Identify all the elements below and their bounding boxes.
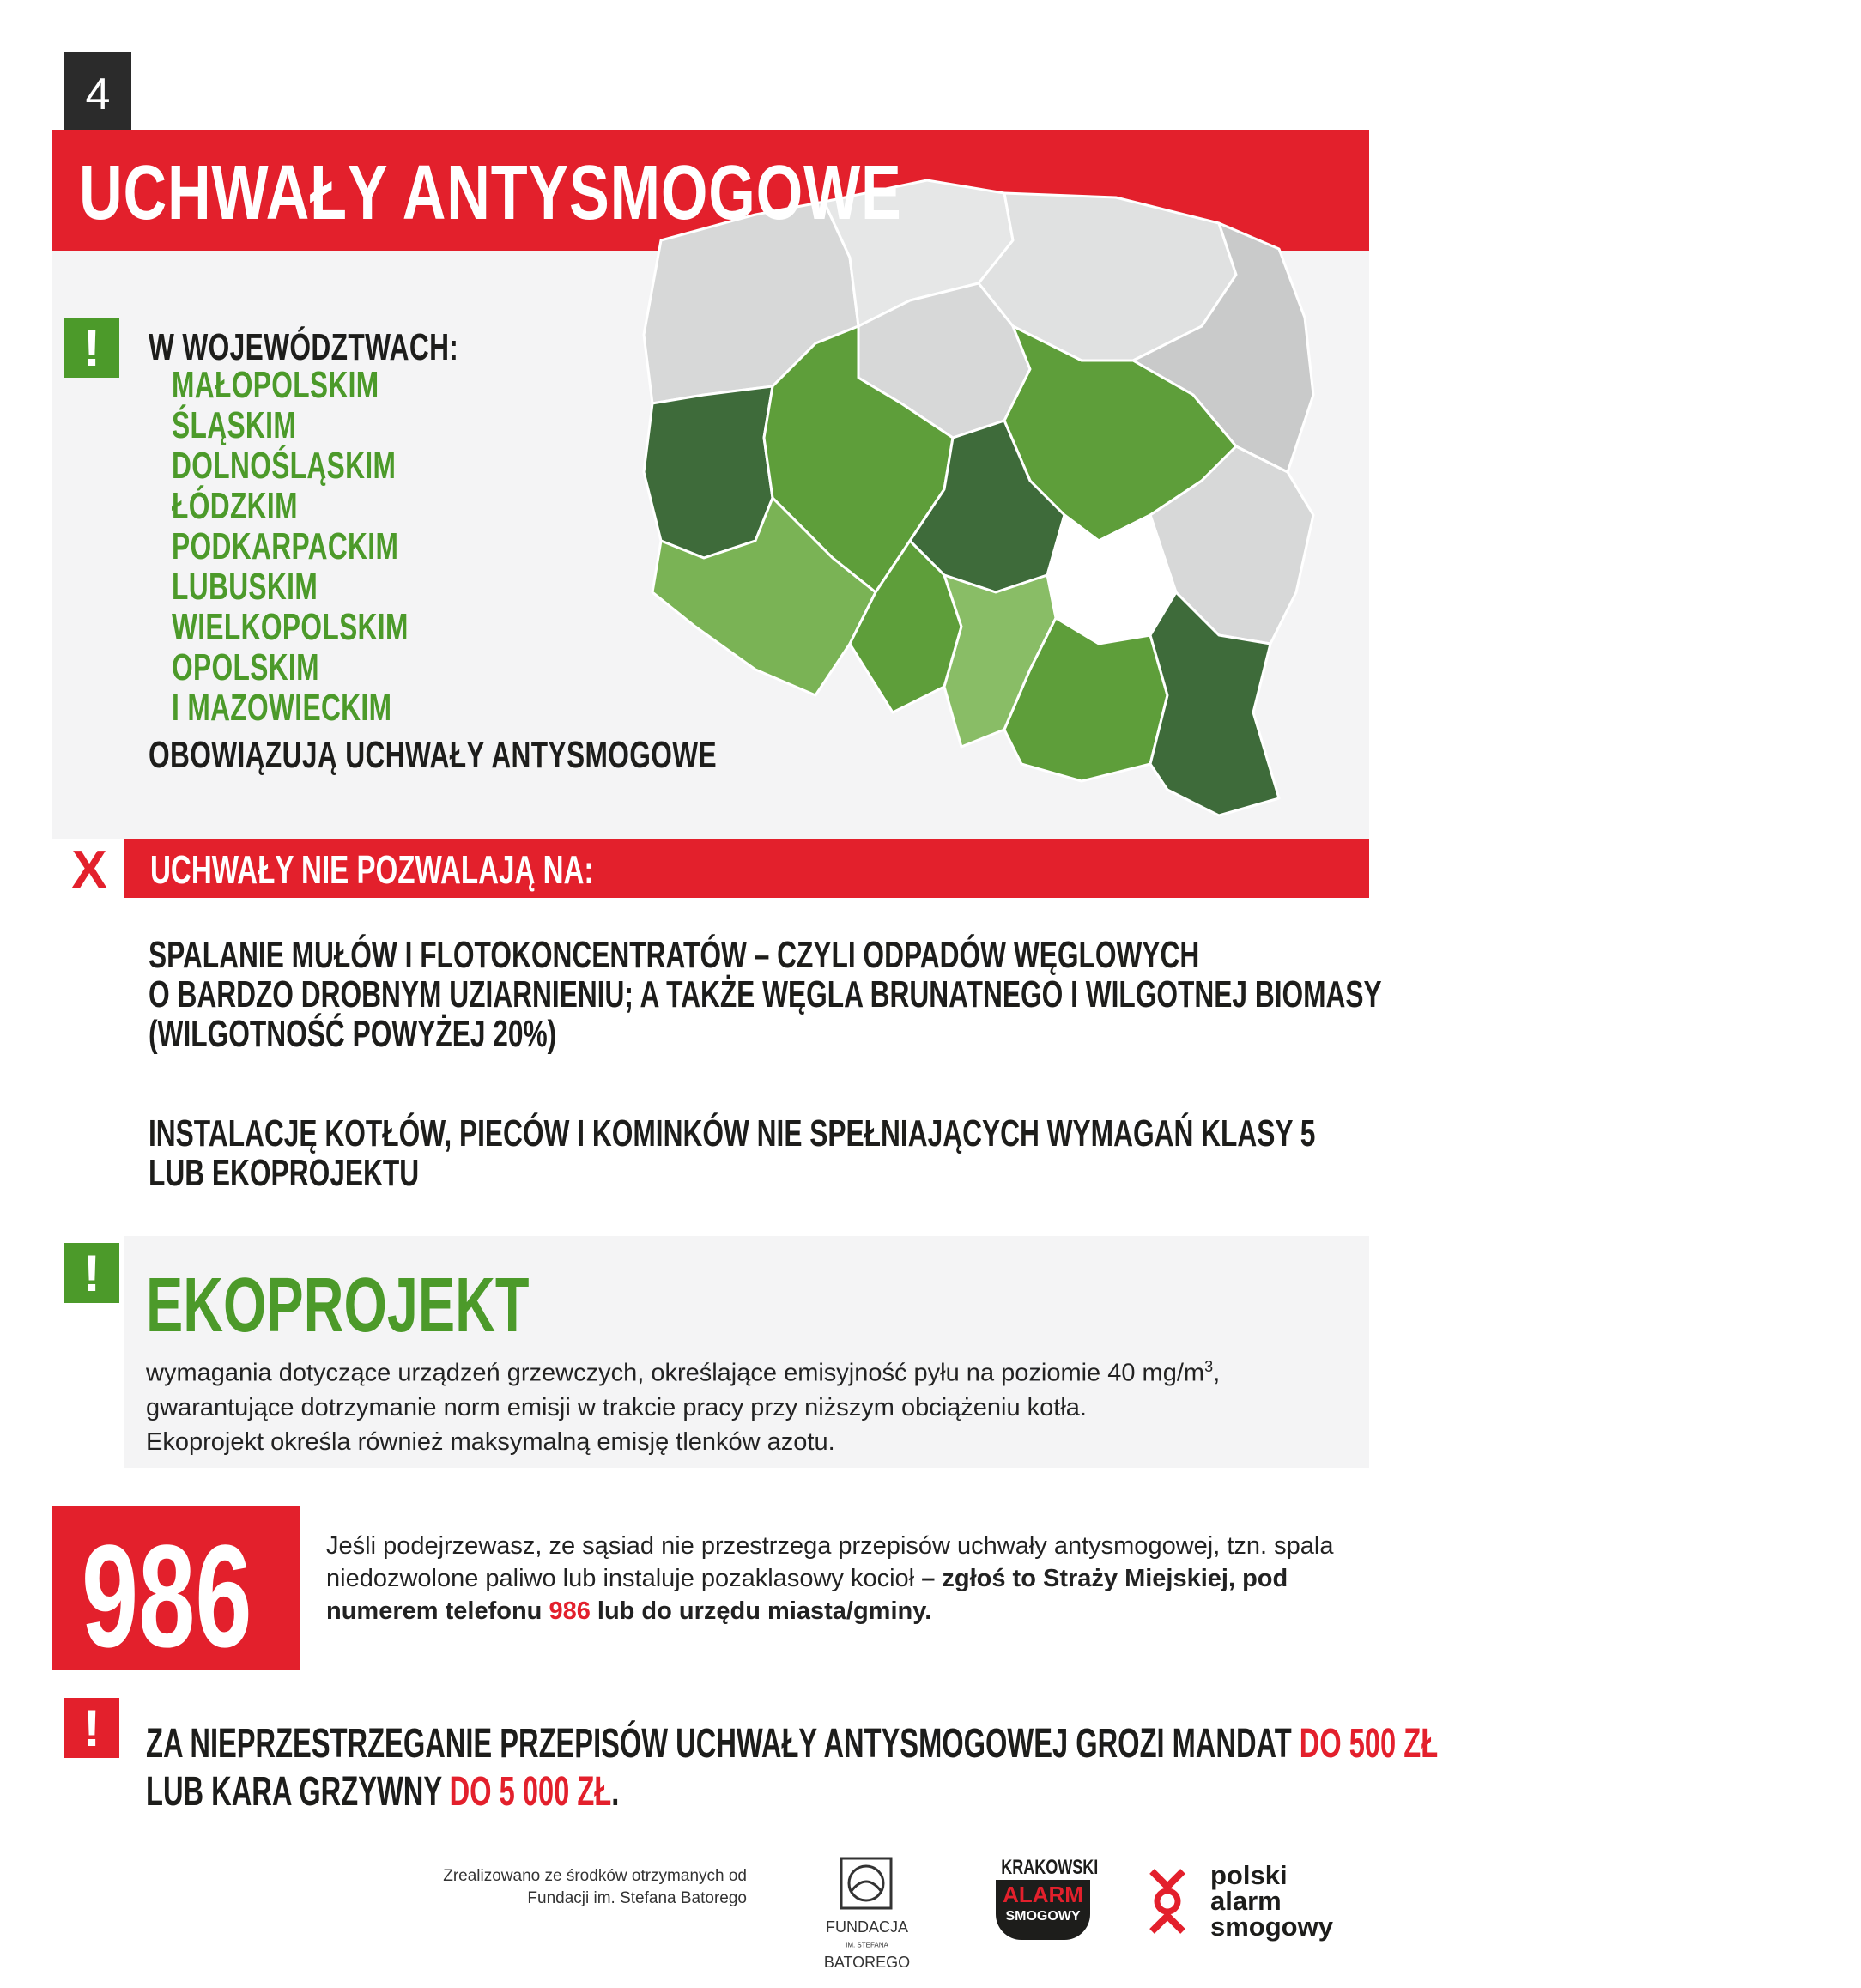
prohibition-line: LUB EKOPROJEKTU (149, 1152, 420, 1194)
exclamation-icon: ! (64, 1243, 119, 1303)
prohibition-line: O BARDZO DROBNYM UZIARNIENIU; A TAKŻE WĘGLA BRUNATNEGO I WILGOTNEJ BIOMASY (149, 973, 1382, 1015)
funding-note-line: Fundacji im. Stefana Batorego (527, 1889, 747, 1907)
voivodeship-item: ŚLĄSKIM (172, 404, 297, 446)
psa-logo-icon (1142, 1863, 1193, 1940)
psa-logo-line: smogowy (1210, 1912, 1333, 1942)
voivodeship-item: PODKARPACKIM (172, 525, 399, 567)
batory-foundation-logo (803, 1854, 931, 1971)
kas-logo-line: SMOGOWY (1005, 1909, 1081, 1924)
funding-note-line: Zrealizowano ze środków otrzymanych od (443, 1867, 747, 1885)
voivodeship-item: MAŁOPOLSKIM (172, 364, 379, 406)
ekoprojekt-line-2: gwarantujące dotrzymanie norm emisji w trakcie pracy przy niższym obciążeniu kotła. (146, 1393, 1087, 1421)
prohibitions-header: UCHWAŁY NIE POZWALAJĄ NA: (150, 847, 594, 892)
exclamation-icon: ! (64, 318, 119, 378)
voivodeship-item: I MAZOWIECKIM (172, 687, 392, 729)
psa-logo-line: polski (1210, 1860, 1288, 1890)
voivodeships-intro: W WOJEWÓDZTWACH: (149, 326, 459, 368)
fine-notice (146, 1720, 1438, 1816)
page-title: UCHWAŁY ANTYSMOGOWE (79, 150, 902, 236)
prohibition-item-1 (149, 936, 1861, 1054)
psa-logo-line: alarm (1210, 1886, 1282, 1916)
batory-logo-text: FUNDACJA (825, 1918, 908, 1936)
prohibition-line: SPALANIE MUŁÓW I FLOTOKONCENTRATÓW – CZYLI ODPADÓW WĘGLOWYCH (149, 934, 1200, 976)
batory-logo-icon (803, 1854, 931, 1914)
polski-alarm-smogowy-logo (1142, 1860, 1333, 1942)
exclamation-icon: ! (64, 1698, 119, 1758)
voivodeships-outro: OBOWIĄZUJĄ UCHWAŁY ANTYSMOGOWE (149, 734, 717, 776)
kas-logo-line: ALARM (1003, 1882, 1083, 1907)
voivodeship-item: DOLNOŚLĄSKIM (172, 445, 397, 487)
page-number: 4 (64, 52, 131, 130)
voivodeship-item: OPOLSKIM (172, 646, 319, 688)
fine-line-2: LUB KARA GRZYWNY DO 5 000 ZŁ. (146, 1769, 620, 1815)
x-icon: X (71, 839, 107, 900)
prohibition-item-2 (149, 1114, 1769, 1193)
region-lubuskie (644, 386, 773, 558)
voivodeship-list (172, 365, 500, 728)
voivodeship-item: ŁÓDZKIM (172, 485, 298, 527)
ekoprojekt-description (146, 1349, 1313, 1459)
ekoprojekt-line-3: Ekoprojekt określa również maksymalną emisję tlenków azotu. (146, 1427, 835, 1456)
batory-logo-text: IM. STEFANA BATOREGO (823, 1941, 911, 1972)
voivodeship-item: LUBUSKIM (172, 566, 318, 608)
funding-note (403, 1865, 747, 1910)
voivodeship-item: WIELKOPOLSKIM (172, 606, 409, 648)
prohibition-line: (WILGOTNOŚĆ POWYŻEJ 20%) (149, 1013, 557, 1055)
krakowski-alarm-smogowy-logo (987, 1856, 1099, 1945)
report-instructions: Jeśli podejrzewasz, ze sąsiad nie przestrzega przepisów uchwały antysmogowej, tzn. spala niedozwolone paliwo lub instaluje pozaklasowy kocioł – zgłoś to Straży Miejskiej, pod numerem telefonu 986 lub do urzędu miasta/gminy. (326, 1532, 1334, 1625)
kas-logo-line: KRAKOWSKI (1001, 1856, 1099, 1879)
ekoprojekt-title: EKOPROJEKT (146, 1263, 530, 1349)
phone-number: 986 (82, 1515, 252, 1678)
fine-line-1: ZA NIEPRZESTRZEGANIE PRZEPISÓW UCHWAŁY ANTYSMOGOWEJ GROZI MANDAT DO 500 ZŁ (146, 1721, 1439, 1767)
ekoprojekt-line-1: wymagania dotyczące urządzeń grzewczych, określające emisyjność pyłu na poziomie 40 $mg/m^3$, (146, 1358, 1221, 1387)
prohibition-line: INSTALACJĘ KOTŁÓW, PIECÓW I KOMINKÓW NIE SPEŁNIAJĄCYCH WYMAGAŃ KLASY 5 (149, 1112, 1316, 1155)
